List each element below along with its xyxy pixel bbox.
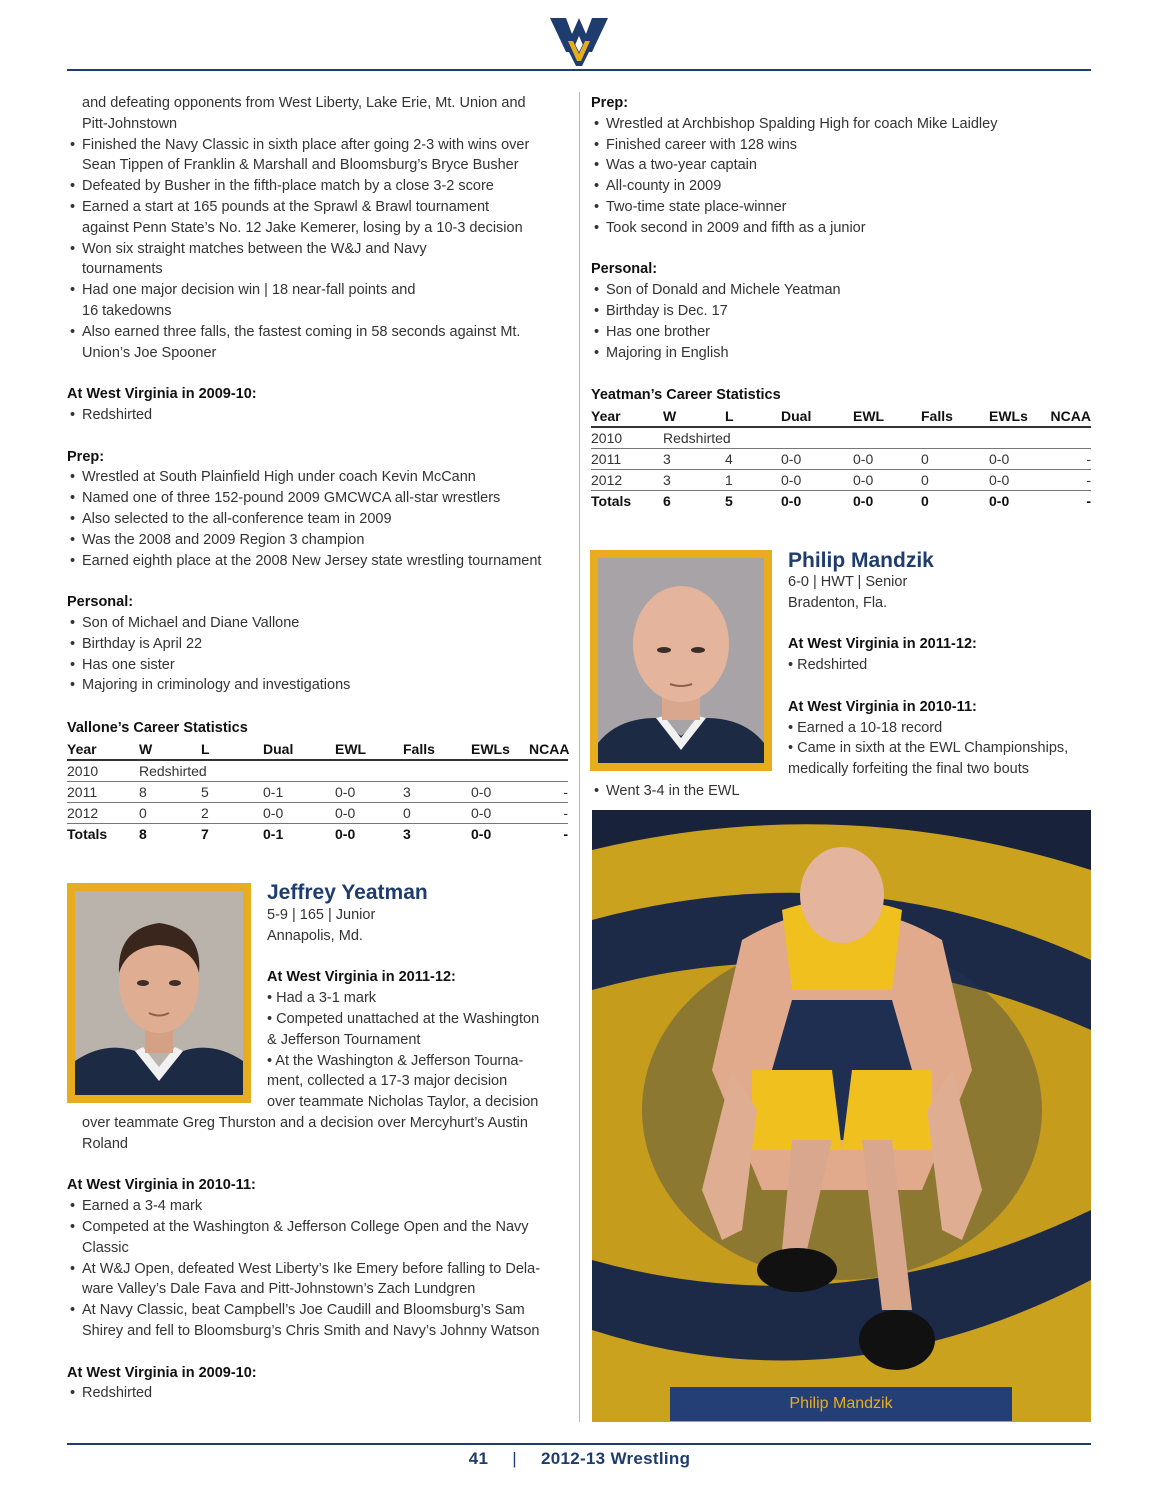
list-item: • Has one brother <box>591 322 1091 343</box>
table-cell: 3 <box>663 448 725 469</box>
list-item: • Named one of three 152-pound 2009 GMCWCA all-star wrestlers <box>67 488 567 509</box>
list-item: • Had one major decision win | 18 near-fall points and 16 takedowns <box>67 280 567 322</box>
text-line: over teammate Greg Thurston and a decision over Mercyhurt’s Austin <box>82 1115 528 1131</box>
table-cell: 0-0 <box>853 469 921 490</box>
text-line: • Earned a 10-18 record <box>788 719 943 736</box>
table-cell: 0-0 <box>781 448 853 469</box>
column-header: EWLs <box>471 739 529 760</box>
column-divider <box>579 92 580 1422</box>
list-item: • Also selected to the all-conference team in 2009 <box>67 509 567 530</box>
text-line: medically forfeiting the final two bouts <box>788 761 1029 778</box>
table-cell: 0-0 <box>335 825 356 842</box>
table-cell: 2010 <box>67 760 139 781</box>
stats-table <box>591 406 1091 511</box>
column-header: EWL <box>853 406 921 427</box>
photo-caption: Philip Mandzik <box>670 1387 1012 1421</box>
table-row-totals <box>67 823 568 844</box>
table-cell: 0-0 <box>471 802 529 823</box>
table-cell: 7 <box>201 825 209 842</box>
table-cell: 3 <box>663 469 725 490</box>
mandzik-headshot <box>598 558 764 763</box>
section-heading: At West Virginia in 2009-10: <box>67 386 257 403</box>
list-item: • Redshirted <box>67 1383 567 1404</box>
column-header: Falls <box>403 739 471 760</box>
section-heading: At West Virginia in 2010-11: <box>788 698 977 715</box>
list-item: • Majoring in criminology and investigations <box>67 675 567 696</box>
section-heading: Prep: <box>67 448 105 465</box>
column-header: L <box>725 406 781 427</box>
table-cell: - <box>1049 469 1091 490</box>
table-cell: 0-0 <box>781 469 853 490</box>
table-cell: - <box>1049 448 1091 469</box>
list-item: • Defeated by Busher in the fifth-place match by a close 3-2 score <box>67 176 567 197</box>
text-line: • Competed unattached at the Washington <box>267 1010 540 1027</box>
table-cell: 0 <box>921 448 989 469</box>
table-cell: 8 <box>139 825 147 842</box>
hometown: Bradenton, Fla. <box>788 594 888 611</box>
mandzik-name: Philip Mandzik <box>788 549 934 572</box>
table-header-row <box>591 406 1091 427</box>
table-cell: 3 <box>403 825 411 842</box>
table-cell: 5 <box>725 492 733 509</box>
column-header: Year <box>67 739 139 760</box>
list-item: • Was the 2008 and 2009 Region 3 champion <box>67 530 567 551</box>
column-header: NCAA <box>1049 406 1091 427</box>
list-item: • Son of Michael and Diane Vallone <box>67 613 567 634</box>
section-heading: At West Virginia in 2011-12: <box>788 636 977 653</box>
stats-title: Yeatman’s Career Statistics <box>591 387 781 403</box>
continuation-line: Pitt-Johnstown <box>82 115 178 132</box>
table-row <box>67 781 568 802</box>
column-header: W <box>663 406 725 427</box>
table-cell: 2012 <box>591 469 663 490</box>
wv-logo <box>548 12 610 68</box>
table-row <box>591 469 1091 490</box>
bio-line: 6-0 | HWT | Senior <box>788 574 908 590</box>
table-header-row <box>67 739 568 760</box>
list-item: • Earned a start at 165 pounds at the Sprawl & Brawl tournament against Penn State’s No. 12 Jake Kemerer, losing by a 10-3 decision <box>67 197 567 239</box>
column-header: W <box>139 739 201 760</box>
column-header: Year <box>591 406 663 427</box>
text-line: Roland <box>82 1135 128 1152</box>
text-line: & Jefferson Tournament <box>267 1031 421 1048</box>
table-cell: - <box>529 802 568 823</box>
table-cell: 5 <box>201 781 263 802</box>
table-cell: 0-0 <box>781 492 802 509</box>
table-cell: 0-1 <box>263 781 335 802</box>
table-cell: 0-0 <box>335 802 403 823</box>
table-cell: Totals <box>591 492 632 509</box>
table-row-totals <box>591 490 1091 511</box>
table-cell: 2011 <box>67 781 139 802</box>
text-line: • Came in sixth at the EWL Championships, <box>788 740 1069 757</box>
table-cell: 3 <box>403 781 471 802</box>
list-item: • Redshirted <box>67 405 567 426</box>
text-line: • Redshirted <box>788 657 868 674</box>
section-heading: At West Virginia in 2009-10: <box>67 1364 257 1381</box>
hometown: Annapolis, Md. <box>267 927 363 944</box>
list-item: • Two-time state place-winner <box>591 197 1091 218</box>
table-cell: 0-0 <box>853 448 921 469</box>
column-header: EWLs <box>989 406 1049 427</box>
continuation-line: and defeating opponents from West Liberty, Lake Erie, Mt. Union and <box>82 95 526 111</box>
table-cell: 0 <box>139 802 201 823</box>
list-item: • At Navy Classic, beat Campbell’s Joe Caudill and Bloomsburg’s Sam Shirey and fell to Bloomsburg’s Chris Smith and Navy’s Johnny Watson <box>67 1300 567 1342</box>
section-heading: Personal: <box>591 261 658 278</box>
vallone-stats <box>67 718 568 844</box>
table-cell: - <box>563 825 568 842</box>
bio-line: 5-9 | 165 | Junior <box>267 907 376 923</box>
yeatman-headshot <box>75 891 243 1095</box>
list-item: • Finished career with 128 wins <box>591 135 1091 156</box>
list-item: • Finished the Navy Classic in sixth place after going 2-3 with wins over Sean Tippen of Franklin & Marshall and Bloomsburg’s Bryce Busher <box>67 135 567 177</box>
text-line: ment, collected a 17-3 major decision <box>267 1073 508 1090</box>
list-item: • Competed at the Washington & Jefferson College Open and the Navy Classic <box>67 1217 567 1259</box>
table-row <box>591 427 1091 448</box>
yeatman-intro-block <box>267 905 567 1113</box>
vallone-bio-block <box>67 93 567 696</box>
column-header: L <box>201 739 263 760</box>
mandzik-action-photo <box>592 810 1091 1422</box>
footer-rule <box>67 1443 1091 1445</box>
table-cell: 2012 <box>67 802 139 823</box>
table-cell: 0-0 <box>853 492 874 509</box>
section-heading: Prep: <box>591 95 629 111</box>
list-item: • Also earned three falls, the fastest coming in 58 seconds against Mt. Union’s Joe Spooner <box>67 322 567 364</box>
column-header: Dual <box>781 406 853 427</box>
stats-table <box>67 739 568 844</box>
list-item: • Has one sister <box>67 655 567 676</box>
list-item: • Earned a 3-4 mark <box>67 1196 567 1217</box>
table-cell: 6 <box>663 492 671 509</box>
column-header: Falls <box>921 406 989 427</box>
table-cell: 0-0 <box>335 781 403 802</box>
table-cell: 0 <box>921 469 989 490</box>
mandzik-extra-block <box>591 781 891 802</box>
table-row <box>67 802 568 823</box>
table-cell: 0 <box>921 492 929 509</box>
list-item: • Wrestled at South Plainfield High under coach Kevin McCann <box>67 467 567 488</box>
table-cell: 0 <box>403 802 471 823</box>
page-number: 41 <box>468 1449 489 1468</box>
list-item: • Went 3-4 in the EWL <box>591 781 891 802</box>
list-item: • Son of Donald and Michele Yeatman <box>591 280 1091 301</box>
table-cell: 1 <box>725 469 781 490</box>
list-item: • Birthday is Dec. 17 <box>591 301 1091 322</box>
table-cell: 4 <box>725 448 781 469</box>
section-heading: At West Virginia in 2010-11: <box>67 1177 256 1194</box>
yeatman-prep-block <box>591 93 1091 363</box>
list-item: • All-county in 2009 <box>591 176 1091 197</box>
footer-separator: | <box>512 1449 517 1468</box>
table-cell: - <box>529 781 568 802</box>
section-heading: Personal: <box>67 594 134 611</box>
table-row <box>67 760 568 781</box>
publication-title: 2012-13 Wrestling <box>540 1449 691 1468</box>
table-cell: Redshirted <box>139 760 568 781</box>
list-item: • Birthday is April 22 <box>67 634 567 655</box>
stats-title: Vallone’s Career Statistics <box>67 720 248 736</box>
table-cell: 0-0 <box>471 781 529 802</box>
mandzik-photo-frame <box>590 550 772 771</box>
text-line: • Had a 3-1 mark <box>267 990 377 1007</box>
list-item: • At W&J Open, defeated West Liberty’s Ike Emery before falling to Dela-ware Valley’s Dale Fava and Pitt-Johnstown’s Zach Lundgren <box>67 1259 567 1301</box>
list-item: • Took second in 2009 and fifth as a junior <box>591 218 1091 239</box>
table-cell: 2 <box>201 802 263 823</box>
table-cell: Totals <box>67 825 108 842</box>
header-rule <box>67 69 1091 71</box>
section-heading: At West Virginia in 2011-12: <box>267 969 456 986</box>
column-header: Dual <box>263 739 335 760</box>
table-cell: - <box>1086 492 1091 509</box>
page-footer <box>0 1449 1159 1469</box>
list-item: • Was a two-year captain <box>591 155 1091 176</box>
table-cell: 2011 <box>591 448 663 469</box>
text-line: • At the Washington & Jefferson Tourna- <box>267 1052 524 1069</box>
text-line: over teammate Nicholas Taylor, a decision <box>267 1094 539 1111</box>
table-cell: 2010 <box>591 427 663 448</box>
yeatman-photo-frame <box>67 883 251 1103</box>
list-item: • Wrestled at Archbishop Spalding High for coach Mike Laidley <box>591 114 1091 135</box>
vallone-2010-bullets <box>67 135 567 364</box>
list-item: • Majoring in English <box>591 343 1091 364</box>
table-cell: 0-0 <box>263 802 335 823</box>
list-item: • Earned eighth place at the 2008 New Jersey state wrestling tournament <box>67 551 567 572</box>
table-cell: 0-0 <box>471 825 492 842</box>
table-cell: 0-0 <box>989 469 1049 490</box>
column-header: NCAA <box>529 739 568 760</box>
table-cell: 8 <box>139 781 201 802</box>
column-header: EWL <box>335 739 403 760</box>
table-cell: 0-0 <box>989 448 1049 469</box>
table-cell: 0-1 <box>263 825 284 842</box>
yeatman-stats <box>591 385 1091 511</box>
mandzik-bio-block <box>788 572 1091 780</box>
table-row <box>591 448 1091 469</box>
yeatman-bio-block <box>67 1113 567 1404</box>
table-cell: 0-0 <box>989 492 1010 509</box>
table-cell: Redshirted <box>663 427 1091 448</box>
list-item: • Won six straight matches between the W&J and Navy tournaments <box>67 239 567 281</box>
yeatman-name: Jeffrey Yeatman <box>267 881 428 904</box>
